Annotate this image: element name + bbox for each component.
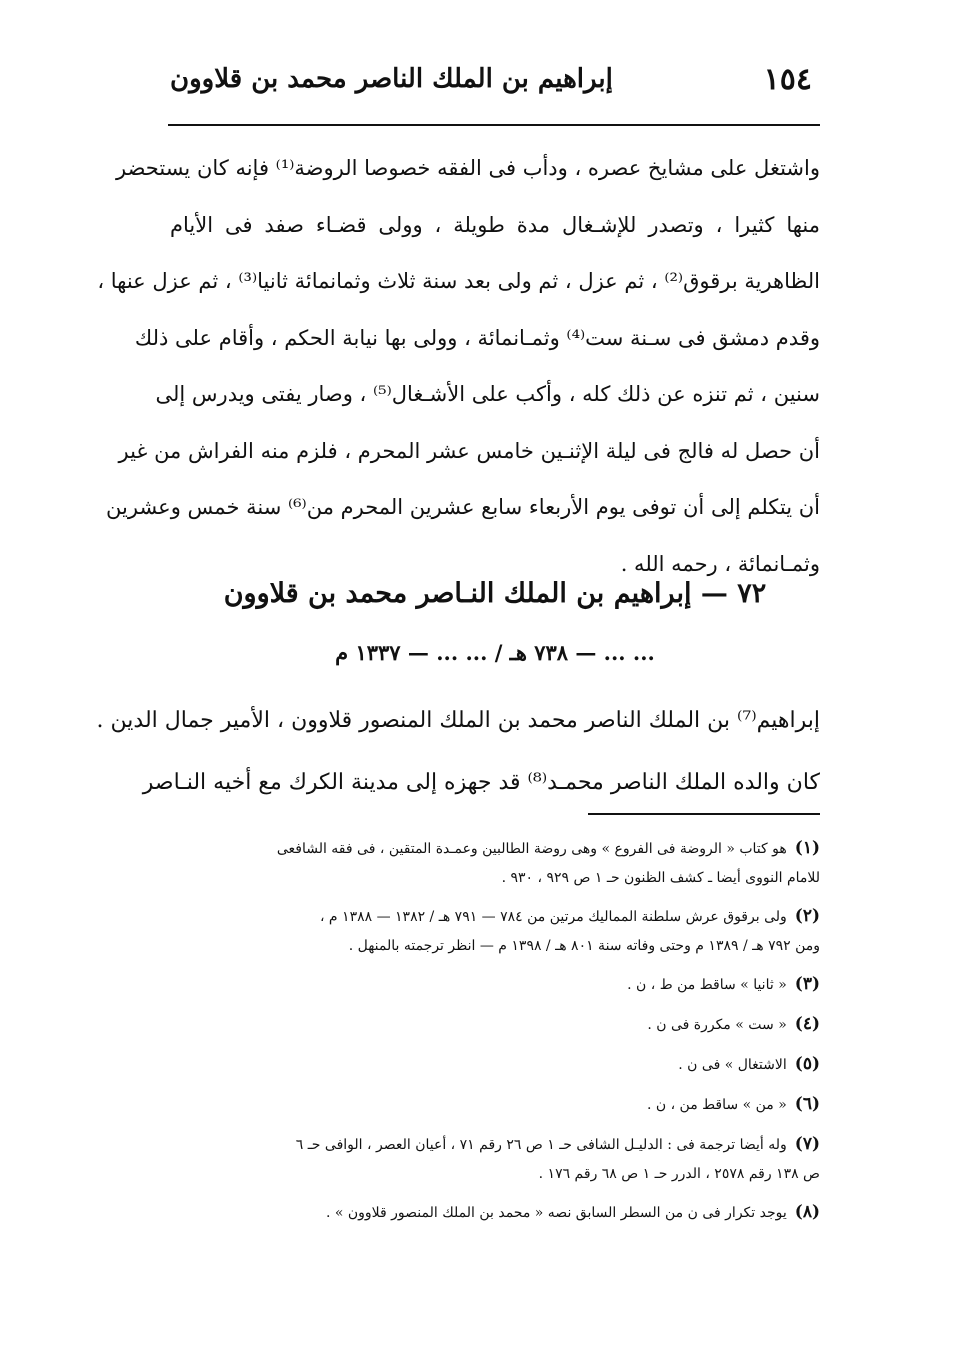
footnote-continuation [170,936,820,964]
entry-line: إبراهيم⁽⁷⁾ بن الملك الناصر محمد بن الملك المنصور قلاوون ، الأمير جمال الدين . [96,708,820,733]
footnote-text: يوجد تكرار فى ن من السطر السابق نصه « محمد بن الملك المنصور قلاوون » . [325,1205,787,1221]
body-line: الظاهرية برقوق⁽²⁾ ، ثم عزل ، ثم ولى بعد سنة ثلاث وثمانمائة ثانيا⁽³⁾ ، ثم عزل عنها ، [97,269,820,293]
footnote-number: (٦) [794,1094,820,1114]
footnote-separator [588,813,820,815]
footnote-text: ص ١٣٨ رقم ٢٥٧٨ ، الدرر حـ ١ ص ٦٨ رقم ١٧٦ . [538,1166,820,1182]
footnote-continuation [170,1164,820,1192]
footnote-number: (٤) [794,1014,820,1034]
footnote-number: (٧) [794,1134,820,1154]
footnote-text: « ست » مكررة فى ن . [647,1017,787,1033]
footnote-number: (٨) [794,1202,820,1222]
entry-dates: ... ... — ٧٣٨ هـ / ... ... — ١٣٣٧ م [335,640,655,665]
footnote-text: ومن ٧٩٢ هـ / ١٣٨٩ م وحتى وفاته سنة ٨٠١ هـ / ١٣٩٨ م — انظر ترجمته بالمنهل . [348,938,820,954]
body-line: منها كثيرا ، وتصدر للإشـغال مدة طويلة ، وولى قضـاء صفد فى الأيام [170,212,820,237]
running-title: إبراهيم بن الملك الناصر محمد بن قلاوون [170,64,613,94]
footnote-number: (٢) [794,906,820,926]
footnote-number: (٥) [794,1054,820,1074]
footnote-text: هو كتاب « الروضة فى الفروع » وهى روضة الطالبين وعمـدة المتقين ، فى فقه الشافعى [276,841,787,857]
body-line: سنين ، ثم تنزه عن ذلك كله ، وأكب على الأشـغال⁽⁵⁾ ، وصار يفتى ويدرس إلى [155,382,820,406]
footnote-text: الاشتغال » فى ن . [678,1057,787,1073]
footnote-text: وله أيضا ترجمة فى : الدليـل الشافى حـ ١ ص ٢٦ رقم ٧١ ، أعيان العصر ، الوافى حـ ٦ [295,1137,787,1153]
footnote [170,1124,820,1164]
body-line: واشتغل على مشايخ عصره ، ودأب فى الفقه خصوصا الروضة⁽¹⁾ فإنه كان يستحضر [116,156,820,180]
footnote [170,1192,820,1232]
footnote-text: ولى برقوق عرش سلطنة المماليك مرتين من ٧٨٤ — ٧٩١ هـ / ١٣٨٢ — ١٣٨٨ م ، [319,909,787,925]
footnote-continuation [170,868,820,896]
footnote [170,1004,820,1044]
footnotes [170,828,820,1232]
page-header [170,62,820,112]
footnote-text: للامام النووى أيضا ـ كشف الظنون حـ ١ ص ٩٢٩ ، ٩٣٠ . [501,870,820,886]
footnote-text: « ثانيا » ساقط من ط ، ن . [627,977,787,993]
body-line: أن حصل له فالج فى ليلة الإثنـين خامس عشر المحرم ، فلزم منه الفراش من غير [118,438,820,463]
header-rule [168,124,820,126]
footnote [170,828,820,868]
entry-heading: ٧٢ — إبراهيم بن الملك النـاصر محمد بن قلاوون [223,578,767,609]
entry-paragraph [96,690,820,814]
entry-line: كان والده الملك الناصر محمـد⁽⁸⁾ قد جهزه إلى مدينة الكرك مع أخيه النـاصر [142,770,820,795]
footnote [170,896,820,936]
footnote [170,1044,820,1084]
body-line: وقدم دمشق فى سـنة ست⁽⁴⁾ وثمـانمائة ، وولى بها نيابة الحكم ، وأقام على ذلك [134,325,820,350]
footnote [170,964,820,1004]
footnote [170,1084,820,1124]
footnote-number: (٣) [794,974,820,994]
body-line: أن يتكلم إلى أن توفى يوم الأربعاء سابع عشرين المحرم من⁽⁶⁾ سنة خمس وعشرين [106,495,820,519]
footnote-text: « من » ساقط من ، ن . [646,1097,787,1113]
body-line: وثمـانمائة ، رحمه الله . [620,551,820,576]
page-number: ١٥٤ [763,62,812,97]
footnote-number: (١) [794,838,820,858]
body-paragraph [97,140,820,592]
